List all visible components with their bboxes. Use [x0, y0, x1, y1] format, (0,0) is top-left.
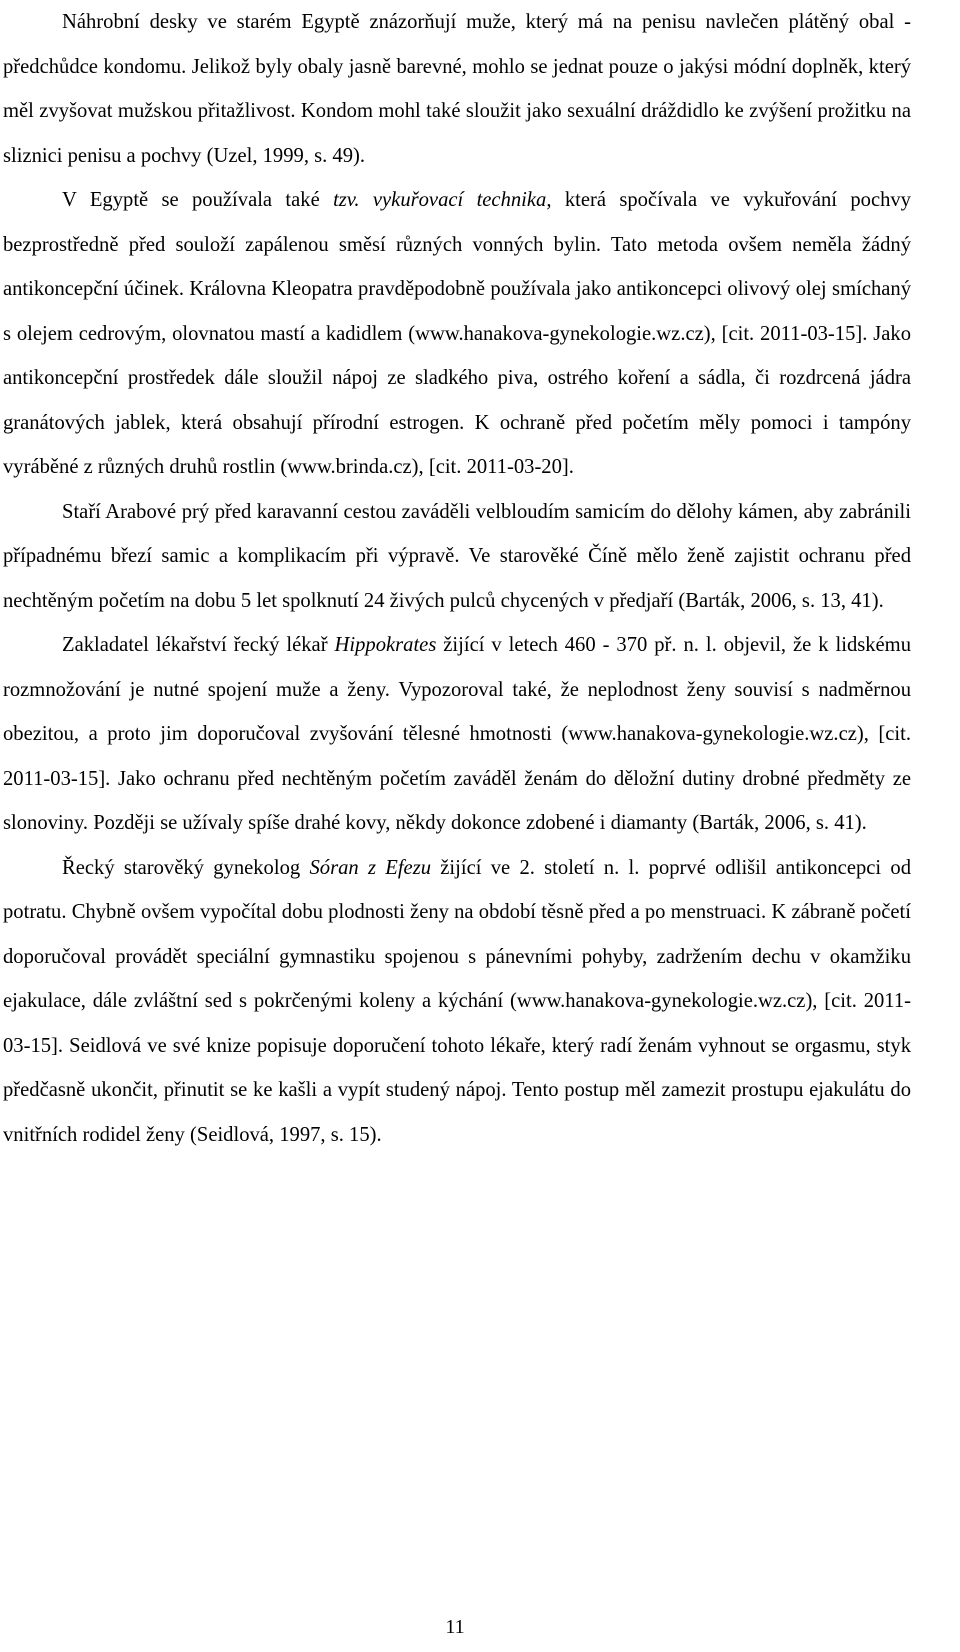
page-number: 11: [445, 1616, 465, 1638]
body-text: [3, 0, 911, 1157]
paragraph-5-text-a: Řecký starověký gynekolog: [62, 856, 310, 879]
paragraph-2-text-b: , která spočívala ve vykuřování pochvy bezprostředně před souloží zapálenou směsí různých vonných bylin. Tato metoda ovšem neměla žádný antikoncepční účinek. Královna Kleopatra pravděpodobně používala jako antikoncepci olivový olej smíchaný s olejem cedrovým, olovnatou mastí a kadidlem (www.hanakova-gynekologie.wz.cz), [cit. 2011-03-15]. Jako antikoncepční prostředek dále sloužil nápoj ze sladkého piva, ostrého koření a sádla, či rozdrcená jádra granátových jablek, která obsahují přírodní estrogen. K ochraně před početím měly pomoci i tampóny vyráběné z různých druhů rostlin (www.brinda.cz), [cit. 2011-03-20].: [3, 189, 911, 478]
paragraph-2: [3, 178, 911, 490]
paragraph-4-italic-name: Hippokrates: [334, 634, 437, 656]
paragraph-2-italic-term: tzv. vykuřovací technika: [333, 189, 547, 211]
paragraph-3-text: Staří Arabové prý před karavanní cestou zaváděli velbloudím samicím do dělohy kámen, aby zabránili případnému březí samic a komplikacím při výpravě. Ve starověké Číně mělo ženě zajistit ochranu před nechtěným početím na dobu 5 let spolknutí 24 živých pulců chycených v předjaří (Barták, 2006, s. 13, 41).: [3, 500, 911, 612]
paragraph-4: [3, 623, 911, 846]
paragraph-1: [3, 0, 911, 178]
paragraph-4-text-b: žijící v letech 460 - 370 př. n. l. objevil, že k lidskému rozmnožování je nutné spojení muže a ženy. Vypozoroval také, že neplodnost ženy souvisí s nadměrnou obezitou, a proto jim doporučoval zvyšování tělesné hmotnosti (www.hanakova-gynekologie.wz.cz), [cit. 2011-03-15]. Jako ochranu před nechtěným početím zaváděl ženám do děložní dutiny drobné předměty ze slonoviny. Později se užívaly spíše drahé kovy, někdy dokonce zdobené i diamanty (Barták, 2006, s. 41).: [3, 634, 912, 834]
paragraph-5: [3, 846, 911, 1158]
paragraph-4-text-a: Zakladatel lékařství řecký lékař: [62, 634, 335, 656]
paragraph-3: [3, 490, 911, 624]
paragraph-1-text: Náhrobní desky ve starém Egyptě znázorňují muže, který má na penisu navlečen plátěný obal - předchůdce kondomu. Jelikož byly obaly jasně barevné, mohlo se jednat pouze o jakýsi módní doplněk, který měl zvyšovat mužskou přitažlivost. Kondom mohl také sloužit jako sexuální dráždidlo ke zvýšení prožitku na sliznici penisu a pochvy (Uzel, 1999, s. 49).: [3, 11, 911, 167]
paragraph-5-italic-name: Sóran z Efezu: [309, 856, 431, 879]
paragraph-2-text-a: V Egyptě se používala také: [62, 189, 334, 211]
paragraph-5-text-b: žijící ve 2. století n. l. poprvé odlišil antikoncepci od potratu. Chybně ovšem vypočítal dobu plodnosti ženy na období těsně před a po menstruaci. K zábraně početí doporučoval provádět speciální gymnastiku spojenou s pánevními pohyby, zadržením dechu v okamžiku ejakulace, dále zvláštní sed s pokrčenými koleny a kýchání (www.hanakova-gynekologie.wz.cz), [cit. 2011-03-15]. Seidlová ve své knize popisuje doporučení tohoto lékaře, který radí ženám vyhnout se orgasmu, styk předčasně ukončit, přinutit se ke kašli a vypít studený nápoj. Tento postup měl zamezit prostupu ejakulátu do vnitřních rodidel ženy (Seidlová, 1997, s. 15).: [3, 856, 911, 1146]
